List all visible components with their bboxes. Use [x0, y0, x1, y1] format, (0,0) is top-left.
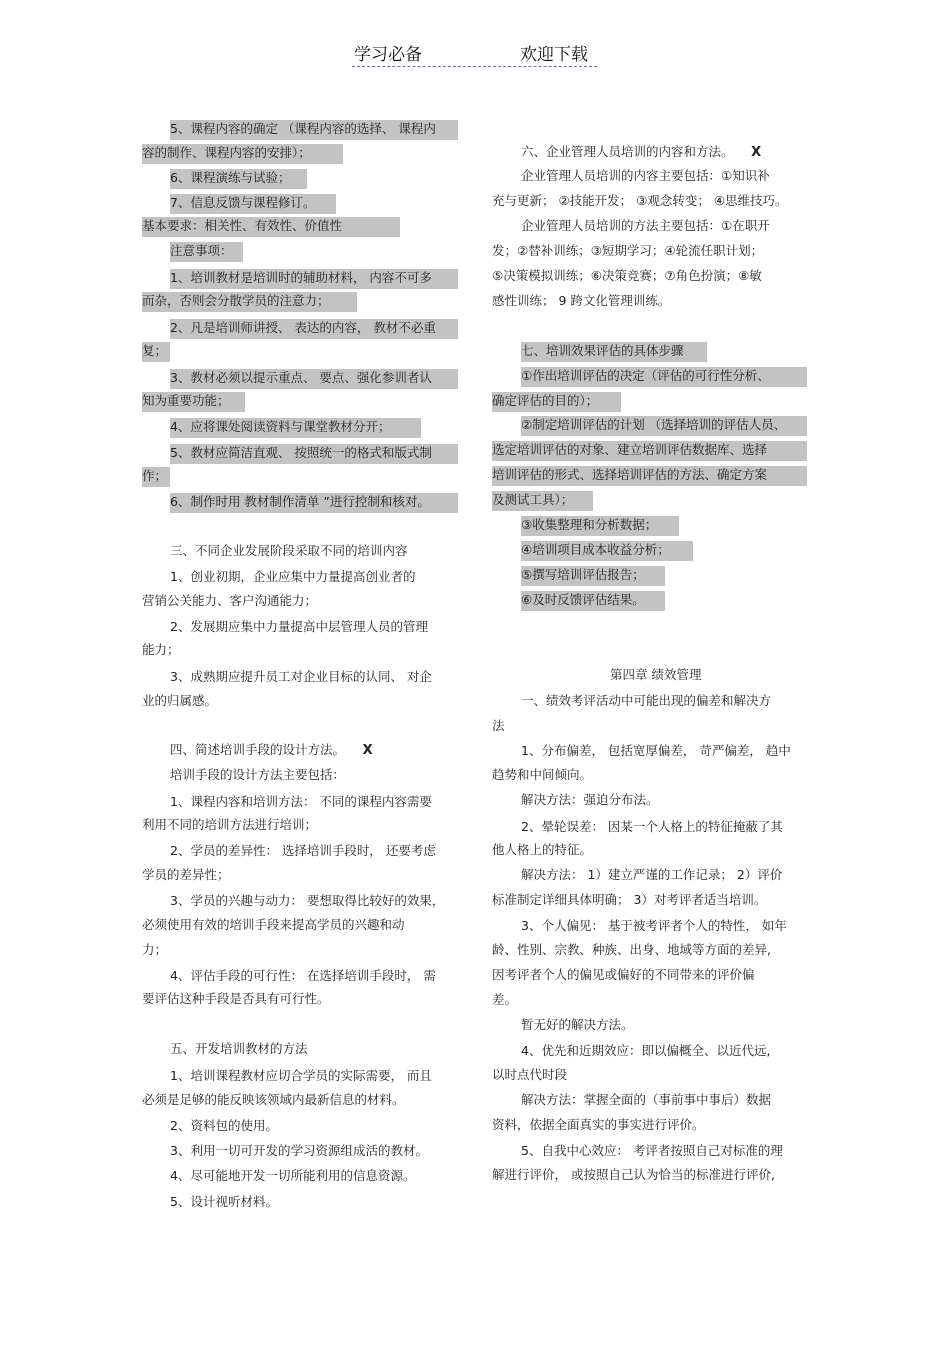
text-line	[142, 916, 405, 936]
text-line	[170, 1117, 278, 1137]
text-line	[170, 842, 436, 862]
text-line-content: 3、成熟期应提升员工对企业目标的认同、 对企	[170, 669, 432, 684]
text-line-content: 解决方法：掌握全面的（事前事中事后）数据	[521, 1092, 772, 1107]
text-line	[521, 516, 679, 536]
text-line-content: 感性训练； 9 跨文化管理训练。	[492, 293, 671, 308]
text-line	[492, 292, 670, 312]
text-line-content: 能力；	[142, 642, 180, 657]
text-line	[521, 416, 807, 436]
text-line	[521, 692, 771, 712]
text-line	[521, 1142, 783, 1162]
text-line	[492, 392, 621, 412]
text-line-content: 培训评估的形式、选择培训评估的方法、确定方案	[492, 467, 768, 482]
text-line-content: 第四章 绩效管理	[610, 667, 702, 682]
text-line-content: 3、个人偏见： 基于被考评者个人的特性， 如年	[521, 918, 787, 933]
text-line-content: ②制定培训评估的计划 （选择培训的评估人员、	[521, 417, 787, 432]
text-line	[521, 167, 770, 187]
text-line-content: 2、资料包的使用。	[170, 1118, 278, 1133]
text-line	[170, 1067, 432, 1087]
text-line-content: 2、凡是培训师讲授、 表达的内容， 教材不必重	[170, 320, 436, 335]
text-line-content: 3、利用一切可开发的学习资源组成活的教材。	[170, 1143, 428, 1158]
text-line-content: 注意事项：	[170, 243, 233, 258]
text-line	[492, 891, 766, 911]
text-line-content: 一、绩效考评活动中可能出现的偏差和解决方	[521, 693, 772, 708]
text-line-content: 解决方法： 1）建立严谨的工作记录； 2）评价	[521, 867, 783, 882]
text-line	[170, 568, 415, 588]
text-line	[521, 1042, 770, 1062]
text-line	[521, 541, 693, 561]
text-line-content: 5、设计视听材料。	[170, 1194, 278, 1209]
text-line	[521, 818, 783, 838]
text-line	[521, 566, 665, 586]
x-mark: X	[737, 145, 762, 160]
header-right-text: 欢迎下载	[520, 45, 588, 65]
text-line	[492, 491, 593, 511]
text-line	[521, 791, 659, 811]
text-line-content: 三、不同企业发展阶段采取不同的培训内容	[170, 543, 408, 558]
text-line-content: 营销公关能力、客户沟通能力；	[142, 593, 318, 608]
text-line-content: 解进行评价， 或按照自己认为恰当的标准进行评价,	[492, 1167, 775, 1182]
text-line	[142, 467, 170, 487]
text-line-content: 复；	[142, 343, 168, 358]
text-line	[521, 917, 787, 937]
text-line-content: 解决方法：强迫分布法。	[521, 792, 659, 807]
text-line	[142, 292, 357, 312]
text-line-content: 4、优先和近期效应：即以偏概全、以近代远,	[521, 1043, 771, 1058]
text-line	[142, 941, 167, 961]
text-line	[142, 866, 230, 886]
text-line-content: 作；	[142, 468, 168, 483]
text-line	[492, 717, 505, 737]
text-line-content: 1、分布偏差， 包括宽厚偏差， 苛严偏差， 趋中	[521, 743, 791, 758]
text-line-content: 五、开发培训教材的方法	[170, 1041, 308, 1056]
text-line	[521, 1091, 771, 1111]
text-line	[142, 592, 317, 612]
text-line-content: 2、学员的差异性： 选择培训手段时， 还要考虑	[170, 843, 436, 858]
text-line	[170, 120, 458, 140]
text-line-content: 1、培训教材是培训时的辅助材料， 内容不可多	[170, 270, 432, 285]
text-line-content: 容的制作、课程内容的安排）；	[142, 145, 311, 160]
text-line-content: 及测试工具）；	[492, 492, 574, 507]
text-line	[170, 242, 243, 262]
text-line	[170, 418, 421, 438]
text-line	[492, 1066, 567, 1086]
text-line	[142, 816, 317, 836]
text-line	[170, 1142, 428, 1162]
text-line	[142, 342, 170, 362]
text-line-content: 2、发展期应集中力量提高中层管理人员的管理	[170, 619, 428, 634]
text-line	[521, 143, 761, 163]
text-line-content: 业的归属感。	[142, 693, 218, 708]
text-line-content: 暂无好的解决方法。	[521, 1017, 634, 1032]
text-line	[170, 967, 436, 987]
text-line	[170, 892, 444, 912]
text-line-content: 七、培训效果评估的具体步骤	[521, 343, 684, 358]
text-line	[492, 1116, 705, 1136]
text-line-content: 法	[492, 718, 505, 733]
text-line-content: 7、信息反馈与课程修订。	[170, 195, 316, 210]
text-line	[521, 591, 665, 611]
page-header	[352, 40, 597, 67]
text-line	[170, 542, 408, 562]
text-line-content: 发；②替补训练；③短期学习；④轮流任职计划；	[492, 243, 764, 258]
text-line	[142, 144, 343, 164]
text-line-content: 企业管理人员培训的内容主要包括：①知识补	[521, 168, 770, 183]
text-line-content: 充与更新； ②技能开发； ③观念转变； ④思维技巧。	[492, 193, 788, 208]
text-line	[170, 766, 345, 786]
text-line-content: 必须使用有效的培训手段来提高学员的兴趣和动	[142, 917, 405, 932]
text-line	[170, 741, 373, 761]
text-line-content: 6、课程演练与试验；	[170, 170, 291, 185]
text-line	[492, 267, 762, 287]
text-line-content: 1、培训课程教材应切合学员的实际需要， 而且	[170, 1068, 432, 1083]
text-line-content: ③收集整理和分析数据；	[521, 517, 658, 532]
text-line-content: 龄、性别、宗教、种族、出身、地域等方面的差异,	[492, 942, 771, 957]
text-line	[492, 841, 592, 861]
text-line-content: 资料，依据全面真实的事实进行评价。	[492, 1117, 705, 1132]
text-line-content: 5、自我中心效应： 考评者按照自己对标准的理	[521, 1143, 783, 1158]
text-line-content: 5、教材应简洁直观、 按照统一的格式和版式制	[170, 445, 432, 460]
text-line	[492, 466, 807, 486]
text-line-content: 差。	[492, 992, 518, 1007]
text-line	[492, 242, 763, 262]
text-line	[521, 742, 791, 762]
text-line	[170, 1167, 415, 1187]
text-line	[142, 392, 245, 412]
text-line	[492, 941, 771, 961]
text-line	[142, 217, 400, 237]
text-line	[170, 493, 458, 513]
text-line-content: ⑤决策模拟训练；⑥决策竞赛；⑦角色扮演；⑧敏	[492, 268, 762, 283]
text-line	[142, 692, 217, 712]
text-line	[170, 444, 458, 464]
text-line	[170, 369, 458, 389]
text-line-content: 必须是足够的能反映该领域内最新信息的材料。	[142, 1092, 405, 1107]
text-line	[170, 793, 432, 813]
text-line	[492, 441, 807, 461]
text-line-content: 4、应将课处阅读资料与课堂教材分开；	[170, 419, 391, 434]
text-line-content: 趋势和中间倾向。	[492, 767, 593, 782]
x-mark: X	[349, 743, 373, 758]
text-line	[170, 668, 432, 688]
text-line-content: 4、评估手段的可行性： 在选择培训手段时， 需	[170, 968, 436, 983]
text-line-content: 利用不同的培训方法进行培训；	[142, 817, 318, 832]
text-line-content: 知为重要功能；	[142, 393, 230, 408]
text-line-content: 4、尽可能地开发一切所能利用的信息资源。	[170, 1168, 416, 1183]
text-line-content: 3、教材必须以提示重点、 要点、强化参训者认	[170, 370, 432, 385]
text-line-content: 1、课程内容和培训方法： 不同的课程内容需要	[170, 794, 432, 809]
text-line	[170, 319, 458, 339]
text-line	[492, 991, 517, 1011]
text-line-content: ①作出培训评估的决定（评估的可行性分析、	[521, 368, 770, 383]
text-line-content: 六、企业管理人员培训的内容和方法。	[521, 144, 734, 159]
text-line-content: 企业管理人员培训的方法主要包括：①在职开	[521, 218, 770, 233]
text-line	[142, 990, 330, 1010]
text-line-content: 标准制定详细具体明确； 3）对考评者适当培训。	[492, 892, 767, 907]
text-line	[492, 1166, 775, 1186]
text-line-content: 因考评者个人的偏见或偏好的不同带来的评价偏	[492, 967, 755, 982]
text-line	[492, 766, 592, 786]
text-line	[170, 1193, 278, 1213]
text-line-content: ⑤撰写培训评估报告；	[521, 567, 645, 582]
text-line	[521, 866, 782, 886]
text-line-content: 2、晕轮误差： 因某一个人格上的特征掩蔽了其	[521, 819, 783, 834]
text-line-content: 培训手段的设计方法主要包括：	[170, 767, 346, 782]
text-line	[521, 367, 807, 387]
text-line-content: 力；	[142, 942, 168, 957]
text-line	[170, 194, 336, 214]
text-line-content: 选定培训评估的对象、建立培训评估数据库、选择	[492, 442, 768, 457]
text-line-content: 6、制作时用 教材制作清单 ”进行控制和核对。	[170, 494, 430, 509]
text-line	[170, 269, 458, 289]
text-line-content: 他人格上的特征。	[492, 842, 593, 857]
text-line-content: 基本要求：相关性、有效性、价值性	[142, 218, 343, 233]
text-line-content: 要评估这种手段是否具有可行性。	[142, 991, 330, 1006]
text-line	[610, 666, 701, 686]
text-line	[521, 1016, 634, 1036]
text-line	[521, 342, 707, 362]
text-line-content: 四、简述培训手段的设计方法。	[170, 742, 346, 757]
text-line	[170, 618, 428, 638]
text-line	[521, 217, 770, 237]
text-line	[492, 192, 788, 212]
text-line-content: 确定评估的目的）；	[492, 393, 599, 408]
text-line-content: 3、学员的兴趣与动力： 要想取得比较好的效果，	[170, 893, 445, 908]
text-line	[492, 966, 755, 986]
text-line-content: ④培训项目成本收益分析；	[521, 542, 670, 557]
text-line-content: 以时点代时段	[492, 1067, 568, 1082]
text-line	[142, 641, 180, 661]
text-line-content: ⑥及时反馈评估结果。	[521, 592, 645, 607]
text-line	[170, 169, 307, 189]
text-line	[142, 1091, 405, 1111]
text-line-content: 学员的差异性；	[142, 867, 230, 882]
header-left-text: 学习必备	[354, 45, 422, 65]
text-line	[170, 1040, 308, 1060]
text-line-content: 5、课程内容的确定 （课程内容的选择、 课程内	[170, 121, 436, 136]
text-line-content: 而杂，否则会分散学员的注意力；	[142, 293, 330, 308]
text-line-content: 1、创业初期，企业应集中力量提高创业者的	[170, 569, 416, 584]
